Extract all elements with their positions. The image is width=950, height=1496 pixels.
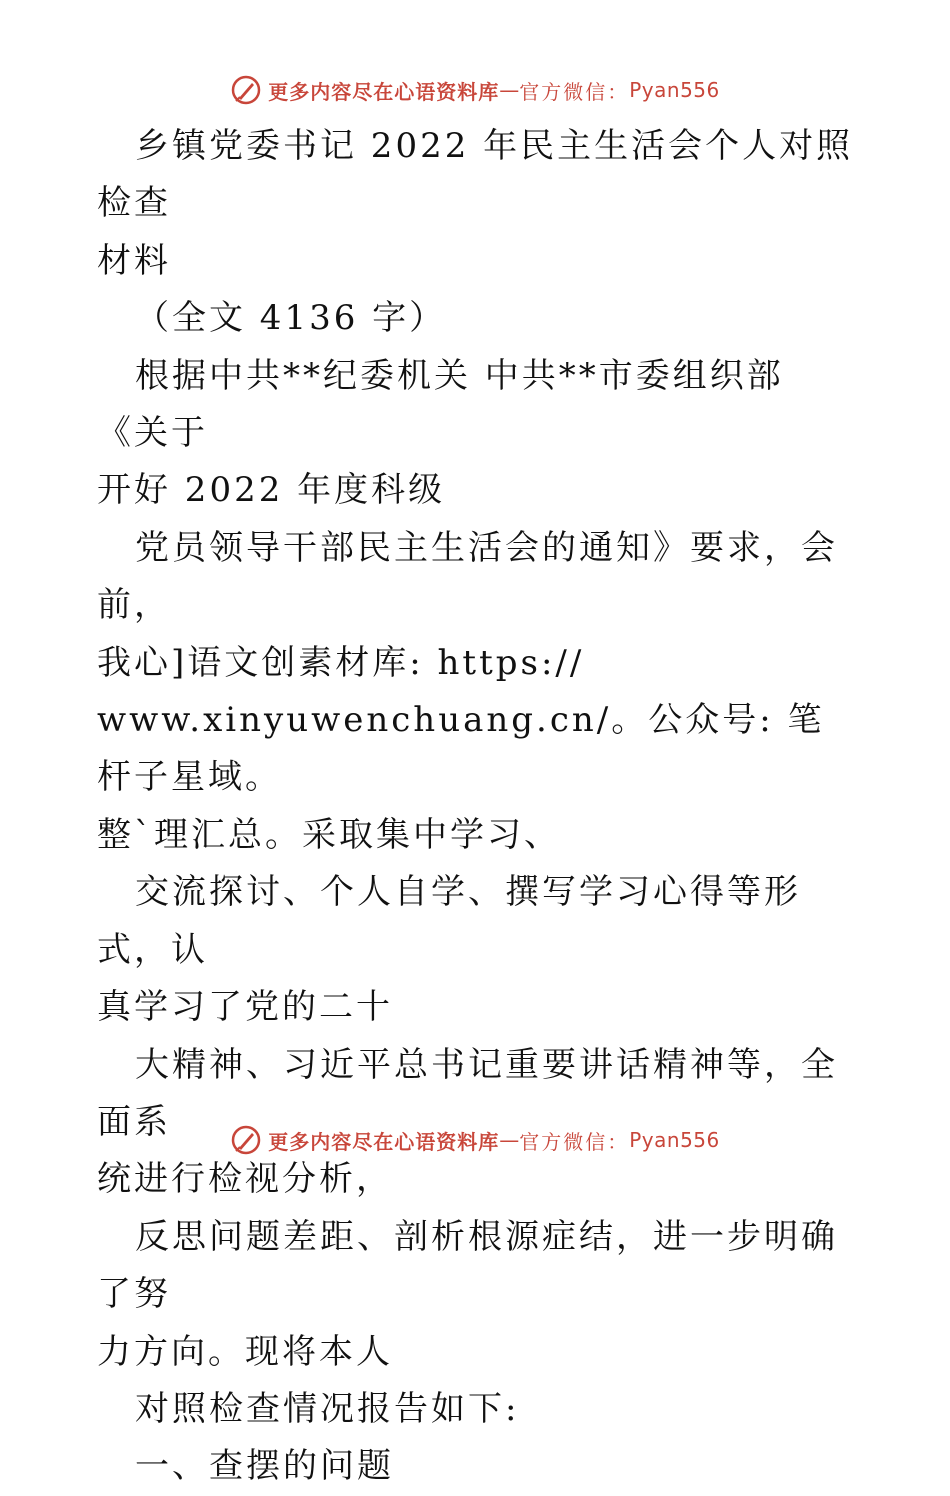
doc-line: 大精神、习近平总书记重要讲话精神等，全面系 — [97, 1044, 838, 1142]
doc-line: 统进行检视分析， — [97, 1159, 393, 1200]
document-body — [97, 118, 857, 1496]
doc-line: 我心]语文创素材库: https:// — [97, 642, 585, 683]
doc-line: 党员领导干部民主生活会的通知》要求，会前， — [97, 527, 838, 626]
banner-brand-text: 更多内容尽在心语资料库 — [268, 79, 500, 104]
doc-line: 力方向。现将本人 — [97, 1331, 393, 1372]
banner-dash: — — [499, 1128, 520, 1152]
header-watermark-banner — [0, 72, 950, 108]
doc-line: （全文 4136 字） — [135, 298, 447, 339]
quill-logo-icon — [230, 74, 262, 106]
doc-line: 乡镇党委书记 2022 年民主生活会个人对照检查 — [97, 126, 854, 224]
doc-line: www.xinyuwenchuang.cn/。公众号: 笔杆子星域。 — [97, 700, 825, 798]
doc-line: 真学习了党的二十 — [97, 987, 393, 1028]
doc-line: 整`理汇总。采取集中学习、 — [97, 814, 561, 855]
doc-line: 材料 — [97, 240, 171, 281]
quill-logo-icon — [230, 1124, 262, 1156]
doc-line: 一、查摆的问题 — [135, 1446, 394, 1487]
doc-line: 开好 2022 年度科级 — [97, 470, 446, 511]
banner-dash: — — [499, 78, 520, 102]
banner-wechat-label: 官方微信： — [519, 79, 630, 104]
banner-wechat-label: 官方微信： — [519, 1129, 630, 1154]
banner-account-id: Pyan556 — [629, 1128, 720, 1152]
footer-watermark-banner — [0, 1122, 950, 1158]
banner-account-id: Pyan556 — [629, 78, 720, 102]
doc-line: 对照检查情况报告如下: — [135, 1388, 520, 1429]
doc-line: 反思问题差距、剖析根源症结，进一步明确了努 — [97, 1216, 838, 1315]
doc-line: 根据中共**纪委机关 中共**市委组织部《关于 — [97, 355, 784, 454]
doc-line: 交流探讨、个人自学、撰写学习心得等形式，认 — [97, 872, 801, 970]
banner-brand-text: 更多内容尽在心语资料库 — [268, 1129, 500, 1154]
